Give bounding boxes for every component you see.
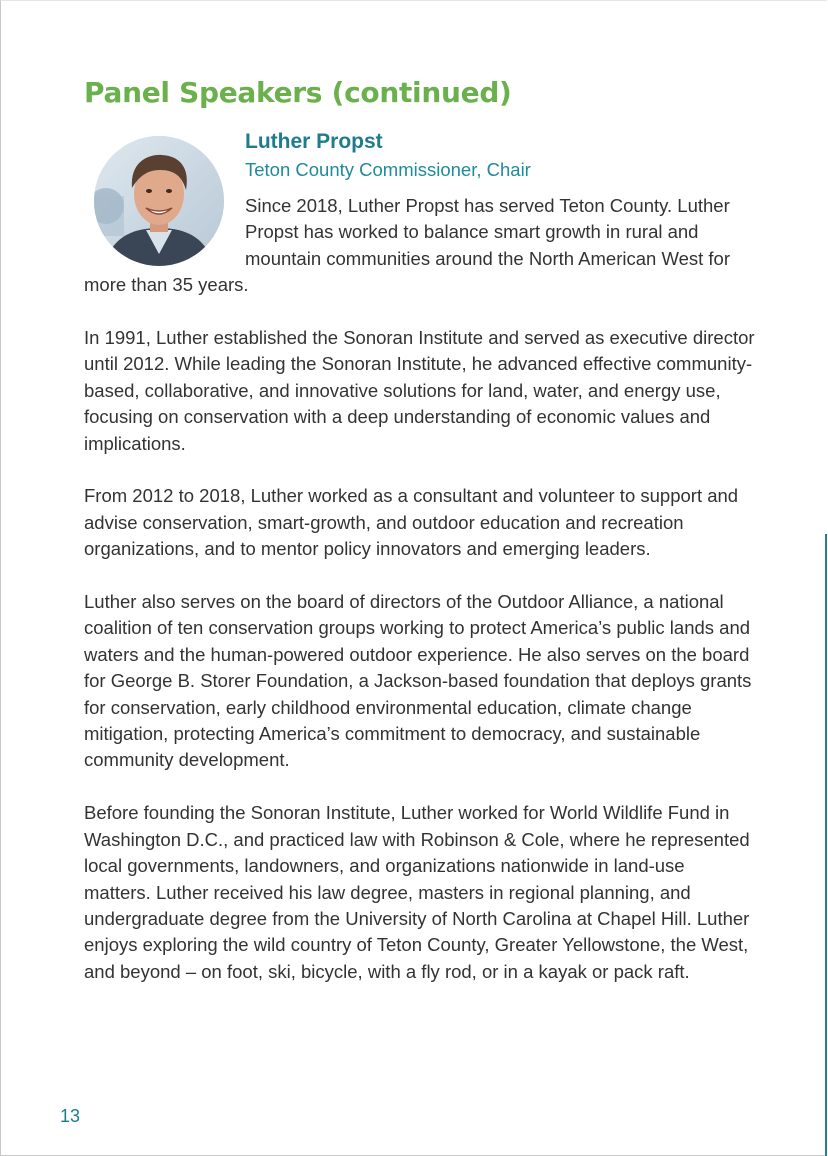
bio-paragraph: In 1991, Luther established the Sonoran Institute and served as executive director until 2012. While leading the Sonoran Institute, he advanced effective community-based, collaborative, and innovative solutions for land, water, and energy use, focusing on conservation with a deep understanding of economic values and implications. [84, 327, 755, 454]
speaker-name: Luther Propst [245, 130, 383, 153]
page-number: 13 [60, 1106, 81, 1126]
bio-paragraph: From 2012 to 2018, Luther worked as a consultant and volunteer to support and advise conservation, smart-growth, and outdoor education and recreation organizations, and to mentor policy innovators and emerging leaders. [84, 485, 739, 560]
photo-text-wrap-spacer [84, 193, 245, 272]
speaker-bio [84, 193, 756, 1012]
bio-paragraph: Luther also serves on the board of directors of the Outdoor Alliance, a national coalition of ten conservation groups working to protect America’s public lands and waters and the human-powered outdoor experience. He also serves on the board for George B. Storer Foundation, a Jackson-based foundation that deploys grants for conservation, early childhood environmental education, climate change mitigation, protecting America’s commitment to democracy, and sustainable community development. [84, 591, 752, 771]
bio-paragraph: Since 2018, Luther Propst has served Teton County. Luther Propst has worked to balance smart growth in rural and mountain communities around the North American West for more than 35 years. [84, 195, 730, 296]
bio-paragraph: Before founding the Sonoran Institute, Luther worked for World Wildlife Fund in Washington D.C., and practiced law with Robinson & Cole, where he represented local governments, landowners, and organizations nationwide in land-use matters. Luther received his law degree, masters in regional planning, and undergraduate degree from the University of North Carolina at Chapel Hill. Luther enjoys exploring the wild country of Teton County, Greater Yellowstone, the West, and beyond – on foot, ski, bicycle, with a fly rod, or in a kayak or pack raft. [84, 802, 750, 982]
page-heading: Panel Speakers (continued) [84, 76, 512, 109]
page-edge-accent [825, 534, 827, 1156]
speaker-title: Teton County Commissioner, Chair [245, 159, 531, 180]
